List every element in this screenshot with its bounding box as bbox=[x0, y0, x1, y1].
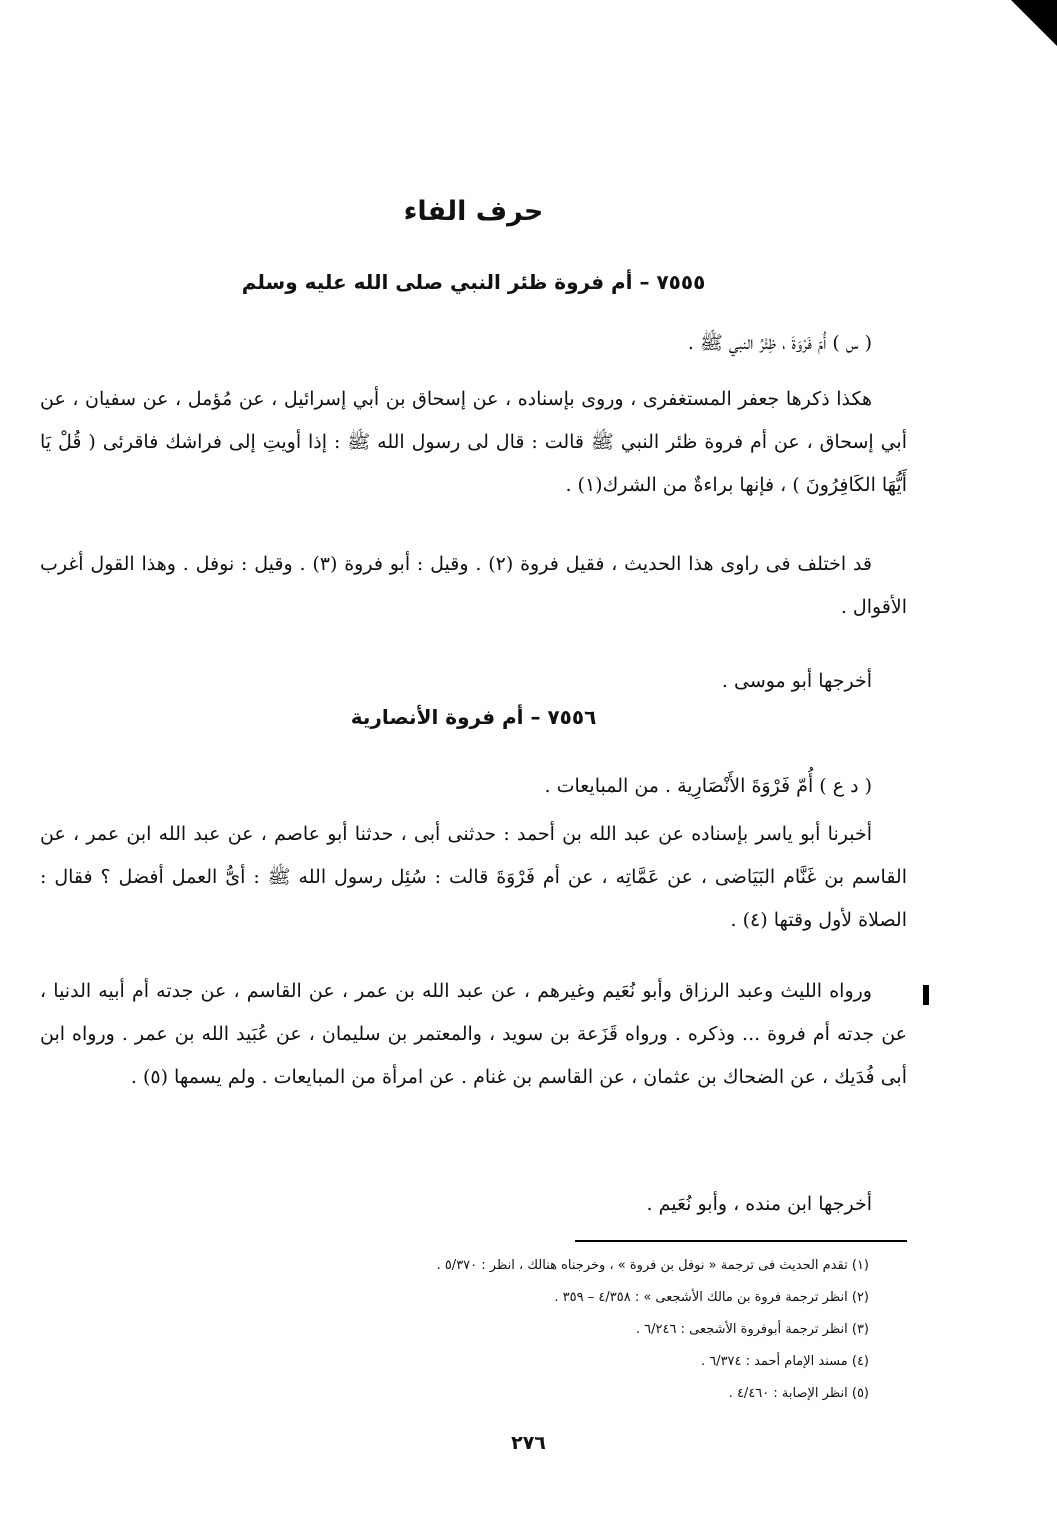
entry-7555-body: هكذا ذكرها جعفر المستغفرى ، وروى بإسناده ، عن إسحاق بن أبي إسرائيل ، عن مُؤمل ، عن سفيان ، عن أبي إسحاق ، عن أم فروة ظئر النبي ﷺ قالت : قال لى رسول الله ﷺ : إذا أويتِ إلى فراشك فاقرئى ( قُلْ يَا أَيُّهَا الكَافِرُونَ ) ، فإنها براءةٌ من الشرك(١) . bbox=[40, 388, 907, 496]
entry-7556-body: أخبرنا أبو ياسر بإسناده عن عبد الله بن أحمد : حدثنى أبى ، حدثنا أبو عاصم ، عن عبد الله ابن عمر ، عن القاسم بن غَنَّام البَيَاضى ، عن عَمَّاتِه ، عن أم فَرْوَةَ قالت : سُئِل رسول الله ﷺ : أىُّ العمل أفضل ؟ فقال : الصلاة لأول وقتها (٤) . bbox=[40, 823, 908, 931]
footnote-item: (٥) انظر الإصابة : ٤/٤٦٠ . bbox=[728, 1386, 869, 1401]
entry-heading-7556: ٧٥٥٦ – أم فروة الأنصارية bbox=[350, 705, 597, 729]
entry-7556-source: أخرجها ابن منده ، وأبو نُعَيم . bbox=[646, 1193, 872, 1215]
footnote-item: (١) تقدم الحديث فى ترجمة « نوفل بن فروة » ، وخرجناه هنالك ، انظر : ٥/٣٧٠ . bbox=[436, 1258, 869, 1273]
entry-7555-dispute: قد اختلف فى راوى هذا الحديث ، فقيل فروة (٢) . وقيل : أبو فروة (٣) . وقيل : نوفل . وهذا القول أغرب الأقوال . bbox=[40, 553, 907, 618]
corner-scan-mark bbox=[1011, 0, 1057, 46]
chapter-title: حرف الفاء bbox=[403, 196, 544, 227]
entry-7556-narrations: ورواه الليث وعبد الرزاق وأبو نُعَيم وغيرهم ، عن عبد الله بن عمر ، عن القاسم ، عن جدته أم أبيه الدنيا ، عن جدته أم فروة ... وذكره . ورواه قَزَعة بن سويد ، والمعتمر بن سليمان ، عن عُبَيد الله بن عمر . ورواه ابن أبى فُدَيك ، عن الضحاك بن عثمان ، عن القاسم بن غنام . عن امرأة من المبايعات . ولم يسمها (٥) . bbox=[40, 980, 907, 1088]
page-number: ٢٧٦ bbox=[511, 1432, 546, 1454]
entry-heading-7555: ٧٥٥٥ – أم فروة ظئر النبي صلى الله عليه وسلم bbox=[241, 270, 706, 294]
entry-7555-intro: ( س ) أُمّ فَرْوَةَ ، ظِئْرُ النبي ﷺ . bbox=[687, 332, 872, 354]
entry-7555-source: أخرجها أبو موسى . bbox=[721, 670, 872, 692]
entry-7556-intro: ( د ع ) أُمّ فَرْوَةَ الأَنْصَارِية . من المبايعات . bbox=[544, 775, 872, 797]
footnote-item: (٢) انظر ترجمة فروة بن مالك الأشجعى » : ٤/٣٥٨ – ٣٥٩ . bbox=[554, 1290, 869, 1305]
footnote-divider bbox=[575, 1240, 907, 1242]
footnotes-list bbox=[40, 1250, 869, 1410]
margin-bar-mark bbox=[923, 985, 929, 1005]
footnote-item: (٣) انظر ترجمة أبوفروة الأشجعى : ٦/٢٤٦ . bbox=[635, 1322, 869, 1337]
footnote-item: (٤) مسند الإمام أحمد : ٦/٣٧٤ . bbox=[700, 1354, 869, 1369]
